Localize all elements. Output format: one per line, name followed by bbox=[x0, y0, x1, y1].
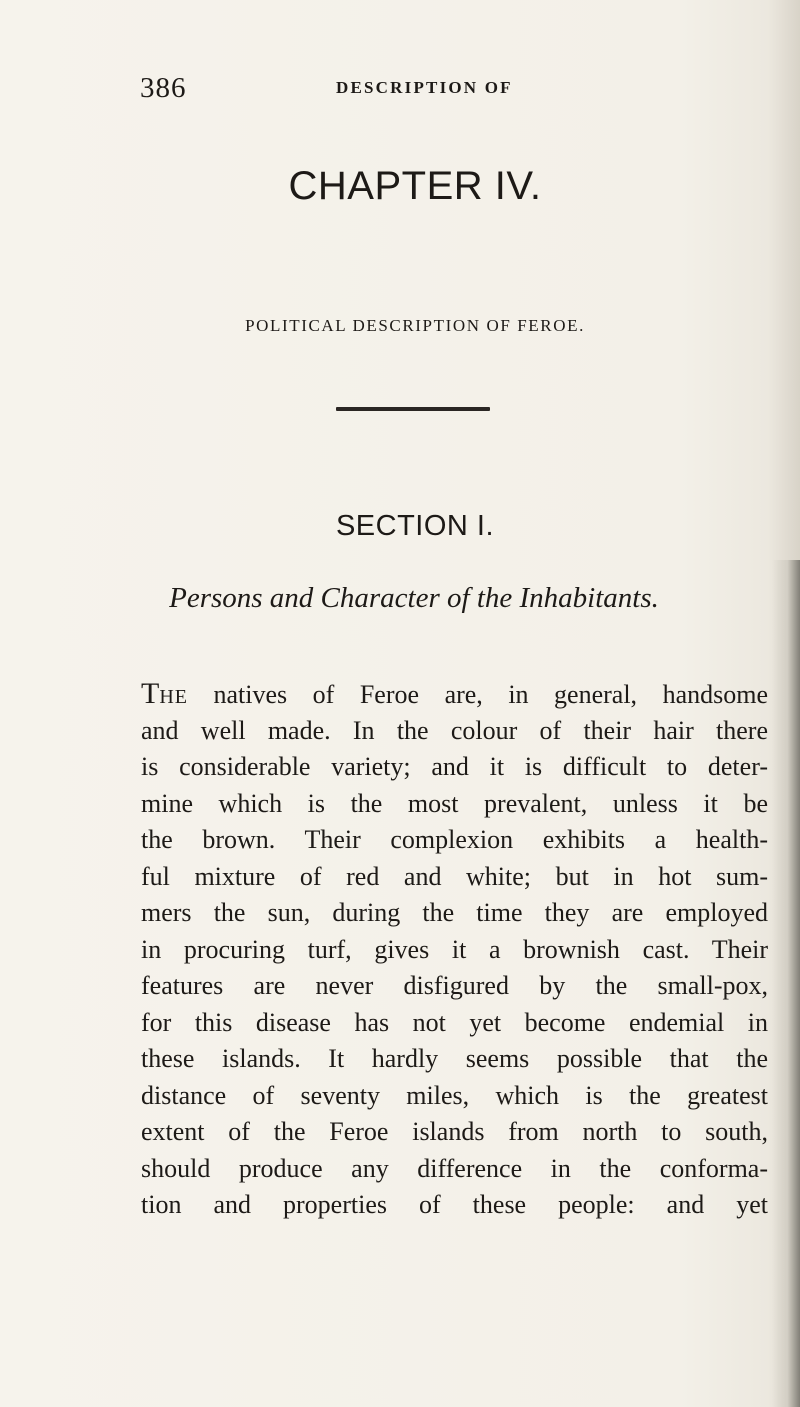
body-line: these islands. It hardly seems possible that the bbox=[141, 1044, 768, 1073]
body-line: tion and properties of these people: and yet bbox=[141, 1190, 768, 1219]
body-line: features are never disfigured by the small-pox, bbox=[141, 971, 768, 1000]
body-line bbox=[141, 676, 768, 713]
page-number: 386 bbox=[140, 72, 187, 104]
body-line: and well made. In the colour of their hair there bbox=[141, 715, 768, 745]
body-line: the brown. Their complexion exhibits a health- bbox=[141, 825, 768, 854]
body-line: is considerable variety; and it is difficult to deter- bbox=[141, 752, 768, 781]
body-line: mers the sun, during the time they are employed bbox=[141, 898, 768, 927]
body-line: for this disease has not yet become endemial in bbox=[141, 1007, 768, 1037]
running-head-title: DESCRIPTION OF bbox=[336, 78, 513, 97]
body-line: extent of the Feroe islands from north to south, bbox=[141, 1117, 768, 1146]
body-line: mine which is the most prevalent, unless it be bbox=[141, 788, 768, 818]
body-text bbox=[141, 676, 768, 1224]
body-line: ful mixture of red and white; but in hot sum- bbox=[141, 861, 768, 891]
small-caps-word: HE bbox=[159, 686, 188, 708]
drop-initial: T bbox=[141, 677, 160, 710]
body-line: in procuring turf, gives it a brownish cast. Their bbox=[141, 934, 768, 964]
body-line: should produce any difference in the conforma- bbox=[141, 1153, 768, 1183]
running-head bbox=[140, 72, 740, 108]
chapter-subtitle: POLITICAL DESCRIPTION OF FEROE. bbox=[245, 316, 585, 335]
section-heading: SECTION I. bbox=[335, 510, 495, 542]
first-line-text: natives of Feroe are, in general, handsome bbox=[188, 680, 768, 709]
chapter-heading: CHAPTER IV. bbox=[288, 164, 542, 208]
section-title: Persons and Character of the Inhabitants. bbox=[169, 582, 659, 614]
page-edge-shadow bbox=[772, 560, 800, 1407]
body-line: distance of seventy miles, which is the greatest bbox=[141, 1080, 768, 1110]
section-divider-rule bbox=[336, 407, 490, 411]
